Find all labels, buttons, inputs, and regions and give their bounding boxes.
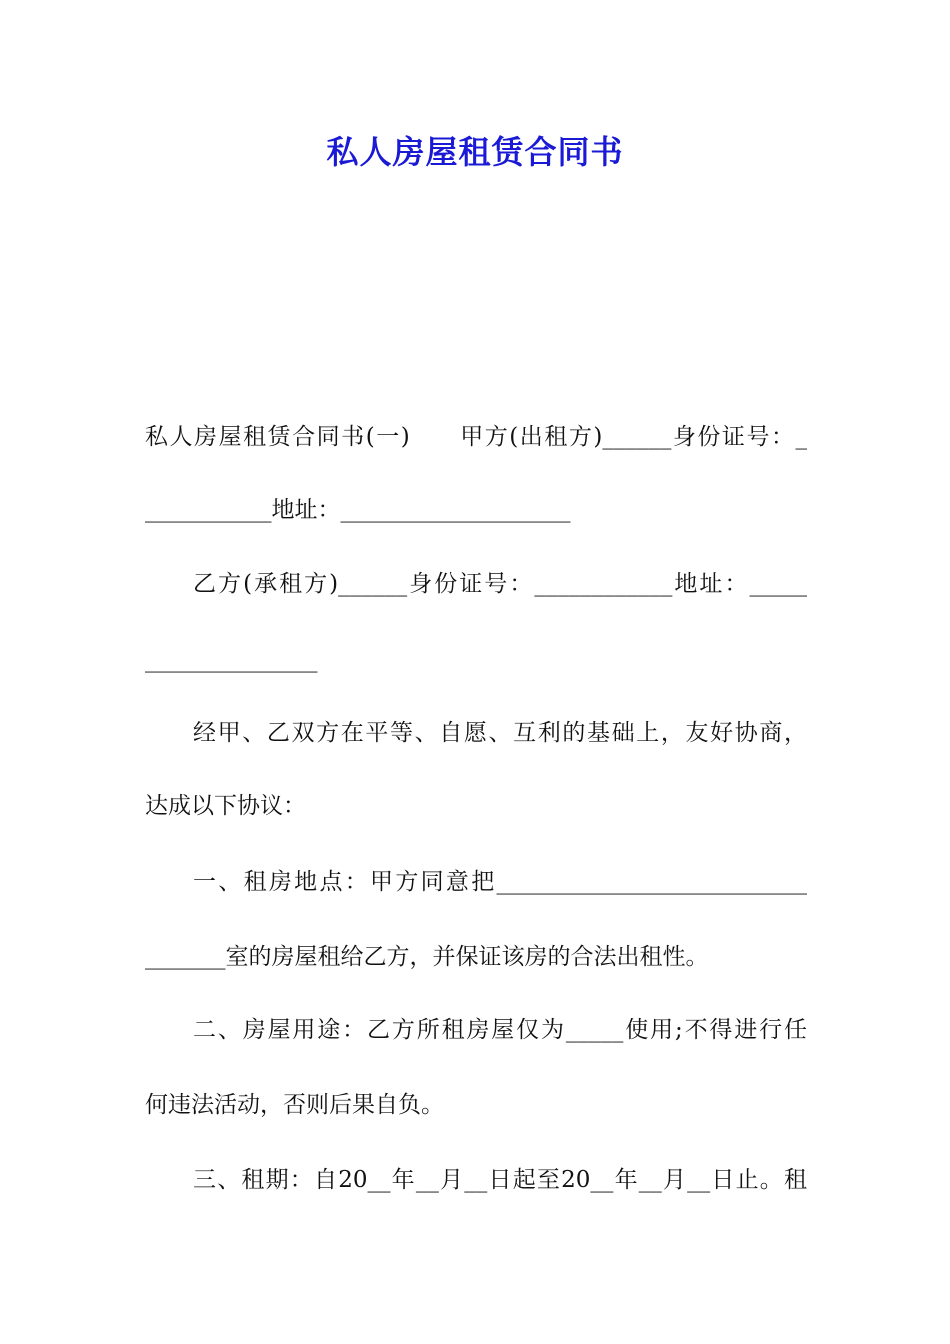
paragraph-line-3: 乙方(承租方)______身份证号：____________地址：_____ bbox=[193, 571, 807, 597]
paragraph-line-2: ___________地址：____________________ bbox=[145, 497, 571, 523]
paragraph-line-10: 何违法活动，否则后果自负。 bbox=[145, 1092, 444, 1118]
paragraph-line-11: 三、租期：自20__年__月__日起至20__年__月__日止。租 bbox=[193, 1167, 807, 1193]
paragraph-line-8: _______室的房屋租给乙方，并保证该房的合法出租性。 bbox=[145, 944, 709, 970]
paragraph-line-7: 一、租房地点：甲方同意把___________________________ bbox=[193, 869, 807, 895]
paragraph-line-1: 私人房屋租赁合同书(一) 甲方(出租方)______身份证号：_ bbox=[145, 424, 807, 450]
paragraph-line-6: 达成以下协议： bbox=[145, 793, 306, 819]
paragraph-line-4: _______________ bbox=[145, 647, 318, 673]
paragraph-line-5: 经甲、乙双方在平等、自愿、互利的基础上，友好协商， bbox=[193, 720, 807, 746]
document-title: 私人房屋租赁合同书 bbox=[326, 133, 624, 171]
paragraph-line-9: 二、房屋用途：乙方所租房屋仅为_____使用;不得进行任 bbox=[193, 1017, 807, 1043]
